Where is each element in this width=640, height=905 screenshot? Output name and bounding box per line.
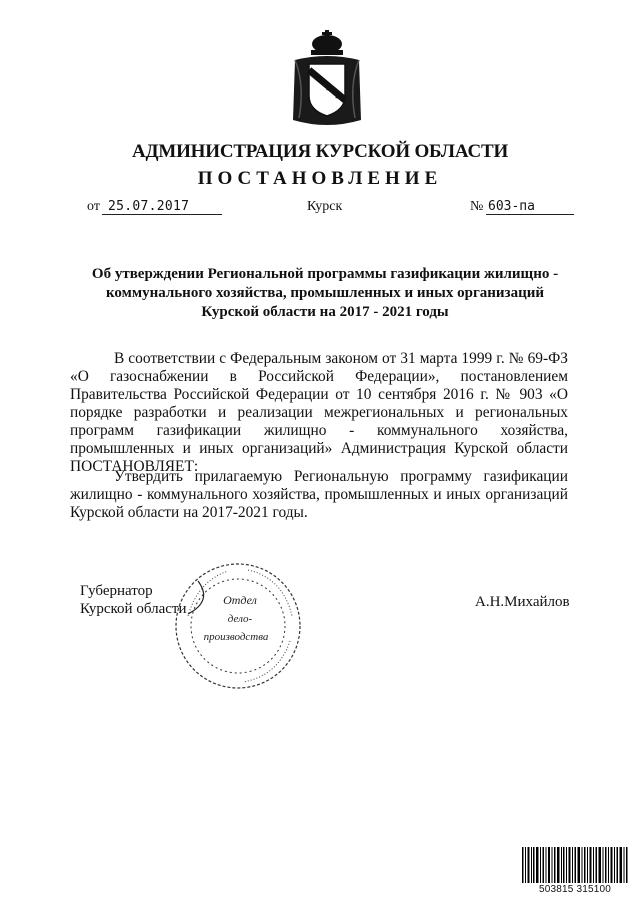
subject-line: коммунального хозяйства, промышленных и иных организаций [105, 285, 545, 301]
barcode [520, 847, 630, 897]
document-number: 603-па [486, 199, 574, 215]
signatory-name: А.Н.Михайлов [475, 594, 570, 610]
stamp-line: Отдел [223, 593, 257, 607]
round-stamp-icon [168, 556, 308, 696]
document-subject [70, 265, 580, 322]
stamp-line: дело- [227, 613, 253, 625]
document-city: Курск [307, 199, 343, 214]
barcode-icon [520, 847, 630, 883]
barcode-number: 503815 315100 [538, 884, 612, 895]
body-paragraph-2: Утвердить прилагаемую Региональную программу газификации жилищно - коммунального хозяйства, промышленных и иных организаций Курской области на 2017-2021 годы. [70, 468, 568, 521]
body-paragraph-1: В соответствии с Федеральным законом от 31 марта 1999 г. № 69-ФЗ «О газоснабжении в Российской Федерации», постановлением Правительства Российской Федерации от 10 сентября 2016 г. № 903 «О порядке разработки и реализации межрегиональных и региональных программ газификации жилищно - коммунального хозяйства, промышленных и иных организаций» Администрация Курской области ПОСТАНОВЛЯЕТ: [70, 350, 568, 475]
signatory-title-line: Губернатор [80, 583, 153, 599]
subject-line: Об утверждении Региональной программы газификации жилищно - [91, 266, 559, 282]
date-prefix: от [87, 199, 100, 214]
signatory-title-line: Курской области [80, 601, 187, 617]
subject-line: Курской области на 2017 - 2021 годы [201, 304, 449, 320]
number-prefix: № [470, 199, 484, 214]
kursk-coat-of-arms-icon [291, 30, 363, 130]
organization-title: АДМИНИСТРАЦИЯ КУРСКОЙ ОБЛАСТИ [131, 141, 509, 162]
stamp-line: производства [203, 631, 269, 643]
document-date: 25.07.2017 [102, 199, 222, 215]
document-type-title: ПОСТАНОВЛЕНИЕ [197, 168, 443, 189]
